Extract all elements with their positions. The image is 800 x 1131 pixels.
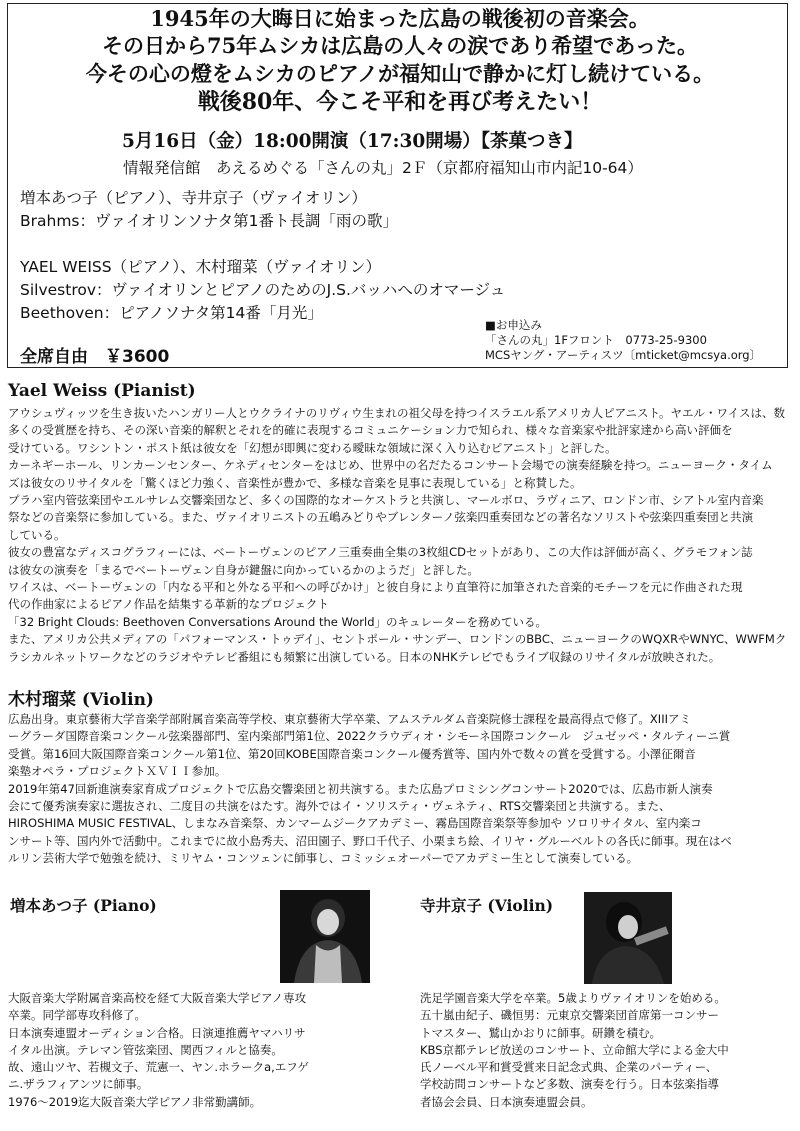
bio-line: 広島出身。東京藝術大学音楽学部附属音楽高等学校、東京藝術大学卒業、アムステルダム音楽院修士課程を最高得点で修了。XIIIアミ [8,712,691,726]
bio-line: ラシカルネットワークなどのラジオやテレビ番組にも頻繁に出演している。日本のNHKテレビでもライブ収録のリサイタルが放映された。 [8,649,721,664]
apply-title: ■お申込み [485,318,542,332]
headline-line-1: 1945年の大晦日に始まった広島の戦後初の音楽会。 [150,6,650,31]
program-performers-2: YAEL WEISS（ピアノ）、木村瑠菜（ヴァイオリン） [20,258,381,276]
bio-line: 「32 Bright Clouds: Beethoven Conversations Around the World」のキュレーターを務めている。 [8,614,547,629]
bio-line: 代の作曲家によるピアノ作品を結集する革新的なプロジェクト [8,597,329,612]
bio-line: 2019年第47回新進演奏家育成プロジェクトで広島交響楽団と初共演する。また広島プロミシングコンサート2020では、広島市新人演奏 [8,781,713,796]
event-venue: 情報発信館 あえるめぐる「さんの丸」2Ｆ（京都府福知山市内記10-64） [123,159,643,177]
bio-line: 五十嵐由紀子、磯恒男：元東京交響楽団首席第一コンサー [420,1008,719,1023]
apply-line-1: 「さんの丸」1Fフロント 0773-25-9300 [485,333,707,347]
kimura-bio [8,711,792,868]
bio-line: 学校訪問コンサートなど多数、演奏を行う。日本弦楽指導 [420,1077,719,1092]
bio-line: ズは彼女のリサイタルを「驚くほど力強く、音楽性が豊かで、多様な音楽を見事に表現している」と称賛した。 [8,475,582,490]
bio-line: 者協会会員、日本演奏連盟会員。 [420,1094,593,1109]
bio-line: ンサート等、国内外で活動中。これまでに故小島秀夫、沼田園子、野口千代子、小栗まち絵、イリヤ・グルーベルトの各氏に師事。現在はベ [8,833,732,848]
event-datetime: 5月16日（金）18:00開演（17:30開場）【茶菓つき】 [122,131,583,152]
headline-line-4: 戦後80年、今こそ平和を再び考えたい！ [197,89,603,115]
bio-line: 多くの受賞歴を持ち、その深い音楽的解釈とそれを的確に表現するコミュニケーション力で知られ、様々な音楽家や批評家達から高い評価を [8,423,733,438]
bio-line: している。 [8,527,66,542]
bio-line: 洗足学園音楽大学を卒業。5歳よりヴァイオリンを始める。 [420,991,726,1005]
weiss-heading: Yael Weiss (Pianist) [8,381,196,401]
bio-line: 1976〜2019迄大阪音楽大学ピアノ非常勤講師。 [8,1094,262,1109]
kimura-heading: 木村瑠菜 (Violin) [8,690,154,710]
bio-line: 日本演奏連盟オーディション合格。日演連推薦ヤマハリサ [8,1025,306,1040]
masumoto-photo [280,890,370,983]
bio-line: ルリン芸術大学で勉強を続け、ミリヤム・コンツェンに師事し、コミッシェオーパーでアカデミー生として演奏している。 [8,851,639,866]
apply-line-2: MCSヤング・アーティスツ〔mticket@mcsya.org〕 [485,348,762,362]
bio-line: は彼女の演奏を「まるでベートーヴェン自身が鍵盤に向かっているかのようだ」と評した。 [8,562,479,577]
bio-line: 受賞。第16回大阪国際音楽コンクール第1位、第20回KOBE国際音楽コンクール優秀賞等、国内外で数々の賞を受賞する。小澤征爾音 [8,746,696,761]
program-piece-2: Silvestrov：ヴァイオリンとピアノのためのJ.S.バッハへのオマージュ [20,281,506,299]
bio-line: 楽塾オペラ・プロジェクトＸＶＩＩ参加。 [8,764,227,779]
ticket-price: 全席自由 ￥3600 [20,347,170,367]
bio-line: イタル出演。テレマン管弦楽団、関西フィルと協奏。 [8,1042,283,1057]
terai-heading: 寺井京子 (Violin) [420,896,554,915]
program-piece-1: Brahms：ヴァイオリンソナタ第1番ト長調「雨の歌」 [20,212,398,230]
bio-line: また、アメリカ公共メディアの「パフォーマンス・トゥデイ」、セントポール・サンデー、ロンドンのBBC、ニューヨークのWQXRやWNYC、WWFMク [8,632,787,647]
bio-line: 故、遠山ツヤ、若槻文子、荒憲一、ヤン.ホラークa,エフゲ [8,1060,309,1075]
bio-line: カーネギーホール、リンカーンセンター、ケネディセンターをはじめ、世界中の名だたるコンサート会場での演奏経験を持つ。ニューヨーク・タイム [8,458,773,473]
bio-line: ニ.ザラフィアンツに師事。 [8,1077,149,1092]
bio-line: ワイスは、ベートーヴェンの「内なる平和と外なる平和への呼びかけ」と彼自身により直筆符に加筆された音楽的モチーフを元に作曲された現 [8,580,743,595]
headline-line-2: その日から75年ムシカは広島の人々の涙であり希望であった。 [101,33,698,58]
masumoto-bio [8,990,388,1111]
terai-photo [584,892,672,984]
bio-line: プラハ室内管弦楽団やエルサレム交響楽団など、多くの国際的なオーケストラと共演し、マールボロ、ラヴィニア、ロンドン市、シアトル室内音楽 [8,493,764,508]
headline-line-3: 今その心の燈をムシカのピアノが福知山で静かに灯し続けている。 [85,61,715,86]
program-piece-3: Beethoven：ピアノソナタ第14番「月光」 [20,304,323,322]
bio-line: HIROSHIMA MUSIC FESTIVAL、しまなみ音楽祭、カンマームジークアカデミー、霧島国際音楽祭等参加や ソロリサイタル、室内楽コ [8,816,702,831]
bio-line: 受けている。ワシントン・ポスト紙は彼女を「幻想が即興に変わる曖昧な領域に深く入り込むピアニスト」と評した。 [8,440,617,455]
bio-line: 氏ノーベル平和賞受賞来日記念式典、企業のパーティー、 [420,1060,718,1075]
masumoto-heading: 増本あつ子 (Piano) [10,896,157,915]
terai-bio [420,990,800,1111]
bio-line: 卒業。同学部専攻科修了。 [8,1008,146,1023]
bio-line: KBS京都テレビ放送のコンサート、立命館大学による金大中 [420,1042,729,1057]
bio-line: 彼女の豊富なディスコグラフィーには、ベートーヴェンのピアノ三重奏曲全集の3枚組CDセットがあり、この大作は評価が高く、グラモフォン誌 [8,545,753,560]
weiss-bio [8,405,792,666]
program-performers-1: 増本あつ子（ピアノ）、寺井京子（ヴァイオリン） [20,189,367,207]
bio-line: アウシュヴィッツを生き抜いたハンガリー人とウクライナのリヴィウ生まれの祖父母を持つイスラエル系アメリカ人ピアニスト。ヤエル・ワイスは、数 [8,406,786,420]
bio-line: 祭などの音楽祭に参加している。また、ヴァイオリニストの五嶋みどりやブレンターノ弦楽四重奏団などの著名なソリストや弦楽四重奏団と共演 [8,510,754,525]
bio-line: 大阪音楽大学附属音楽高校を経て大阪音楽大学ピアノ専攻 [8,991,307,1005]
bio-line: トマスター、鷲山かおりに師事。研鑽を積む。 [420,1025,662,1040]
bio-line: ーグラーダ国際音楽コンクール弦楽器部門、室内楽部門第1位、2022クラウディオ・シモーネ国際コンクール ジュゼッペ・タルティーニ賞 [8,729,731,744]
bio-line: 会にて優秀演奏家に選抜され、二度目の共演をはたす。海外ではイ・ソリスティ・ヴェネティ、RTS交響楽団と共演する。また、 [8,799,671,814]
